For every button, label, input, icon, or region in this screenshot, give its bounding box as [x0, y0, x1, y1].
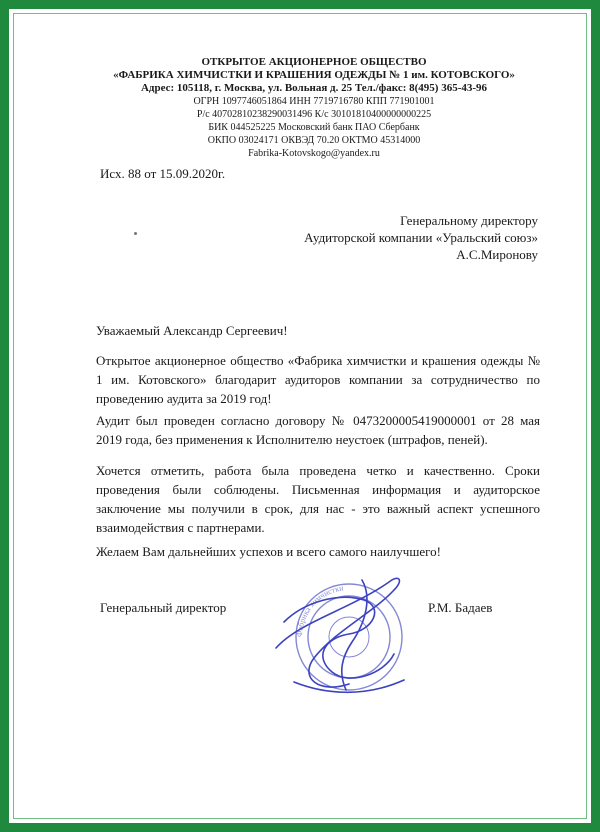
letterhead-email: Fabrika-Kotovskogo@yandex.ru — [248, 148, 380, 159]
signatory-position: Генеральный директор — [100, 600, 227, 615]
letterhead-org-name: «ФАБРИКА ХИМЧИСТКИ И КРАШЕНИЯ ОДЕЖДЫ № 1 им. КОТОВСКОГО» — [113, 69, 515, 81]
recipient-name: А.С.Миронову — [456, 247, 538, 262]
paragraph-gratitude: Открытое акционерное общество «Фабрика химчистки и крашения одежды № 1 им. Котовского» благодарит аудиторов компании за сотрудничество по проведению аудита за 2019 год! — [96, 353, 540, 406]
paragraph-wishes: Желаем Вам дальнейших успехов и всего самого наилучшего! — [96, 544, 441, 559]
letterhead-codes: ОКПО 03024171 ОКВЭД 70.20 ОКТМО 45314000 — [207, 135, 421, 146]
outgoing-number: Исх. 88 от 15.09.2020г. — [100, 166, 226, 181]
letterhead-ogrn: ОГРН 1097746051864 ИНН 7719716780 КПП 771901001 — [193, 96, 435, 107]
ink-dot — [134, 232, 137, 235]
recipient-company: Аудиторской компании «Уральский союз» — [304, 230, 538, 245]
paragraph-quality: Хочется отметить, работа была проведена четко и качественно. Сроки проведения были соблюдены. Письменная информация и аудиторское заключение мы получили в срок, для нас - это важный аспект успешного взаимодействия с партнерами. — [96, 463, 540, 535]
letterhead — [94, 56, 534, 160]
signatory-name: Р.М. Бадаев — [428, 600, 493, 615]
recipient-position: Генеральному директору — [400, 213, 538, 228]
greeting: Уважаемый Александр Сергеевич! — [96, 323, 288, 338]
recipient-block — [304, 212, 538, 263]
paragraph-contract: Аудит был проведен согласно договору № 0473200005419000001 от 28 мая 2019 года, без применения к Исполнителю неустоек (штрафов, пеней). — [96, 413, 540, 447]
stamp-text: Фабрика химчистки — [294, 583, 345, 638]
letterhead-accounts: Р/с 40702810238290031496 К/с 30101810400000000225 — [196, 109, 432, 120]
letterhead-address: Адрес: 105118, г. Москва, ул. Вольная д. 25 Тел./факс: 8(495) 365-43-96 — [140, 82, 488, 94]
letterhead-org-type: ОТКРЫТОЕ АКЦИОНЕРНОЕ ОБЩЕСТВО — [201, 56, 427, 68]
letterhead-bank: БИК 044525225 Московский банк ПАО Сбербанк — [208, 122, 420, 133]
letter-page — [14, 14, 586, 818]
stamp-and-signature — [254, 562, 444, 712]
